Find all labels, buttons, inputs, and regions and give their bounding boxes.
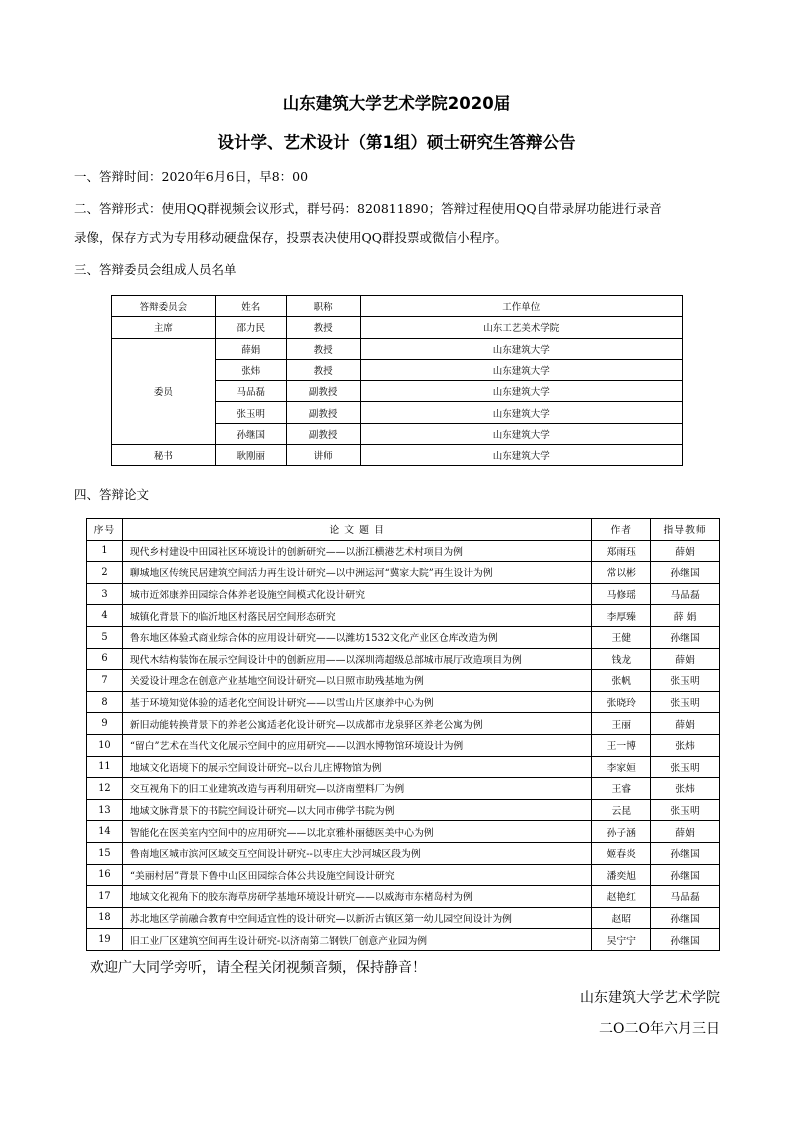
paper-author-cell: 常以彬	[592, 562, 651, 584]
paper-author-cell: 潘奕旭	[592, 864, 651, 886]
paper-author-cell: 王睿	[592, 778, 651, 800]
paper-topic-cell: 交互视角下的旧工业建筑改造与再利用研究—以济南塑料厂为例	[122, 778, 591, 800]
paper-topic-cell: 新旧动能转换背景下的养老公寓适老化设计研究—以成都市龙泉驿区养老公寓为例	[122, 713, 591, 735]
paper-topic-cell: 城市近郊康养田园综合体养老设施空间模式化设计研究	[122, 583, 591, 605]
paper-author-cell: 李家姮	[592, 756, 651, 778]
paper-no-cell: 19	[87, 929, 123, 951]
committee-name-cell: 耿刚丽	[215, 445, 286, 466]
committee-header-unit: 工作单位	[360, 296, 682, 317]
paper-row	[87, 626, 720, 648]
paper-topic-cell: 智能化在医美室内空间中的应用研究——以北京雅朴丽德医美中心为例	[122, 821, 591, 843]
paper-author-cell: 张帆	[592, 670, 651, 692]
paper-advisor-cell: 张炜	[651, 734, 720, 756]
paper-no-cell: 3	[87, 583, 123, 605]
signature-date: 二O二O年六月三日	[599, 1021, 720, 1037]
paper-advisor-cell: 薛 娟	[651, 605, 720, 627]
papers-heading: 四、答辩论文	[74, 487, 150, 502]
paper-no-cell: 14	[87, 821, 123, 843]
paper-advisor-cell: 薛娟	[651, 713, 720, 735]
committee-unit-cell: 山东建筑大学	[360, 381, 682, 402]
paper-row	[87, 842, 720, 864]
paper-author-cell: 赵艳红	[592, 886, 651, 908]
paper-topic-cell: 聊城地区传统民居建筑空间活力再生设计研究—以中洲运河“冀家大院”再生设计为例	[122, 562, 591, 584]
paper-topic-cell: 鲁东地区体验式商业综合体的应用设计研究——以潍坊1532文化产业区仓库改造为例	[122, 626, 591, 648]
papers-body	[87, 540, 720, 950]
paper-advisor-cell: 马品磊	[651, 886, 720, 908]
paper-row	[87, 540, 720, 562]
paper-author-cell: 王一博	[592, 734, 651, 756]
paper-topic-cell: “美丽村居”背景下鲁中山区田园综合体公共设施空间设计研究	[122, 864, 591, 886]
paper-topic-cell: 城镇化背景下的临沂地区村落民居空间形态研究	[122, 605, 591, 627]
committee-unit-cell: 山东建筑大学	[360, 338, 682, 359]
defense-form-line2: 录像，保存方式为专用移动硬盘保存，投票表决使用QQ群投票或微信小程序。	[74, 230, 507, 245]
committee-name-cell: 马品磊	[215, 381, 286, 402]
committee-role-cell: 主席	[112, 317, 216, 338]
committee-name-cell: 张炜	[215, 359, 286, 380]
committee-role-cell: 委员	[112, 338, 216, 444]
paper-no-cell: 1	[87, 540, 123, 562]
committee-name-cell: 薛娟	[215, 338, 286, 359]
committee-header-role: 答辩委员会	[112, 296, 216, 317]
paper-author-cell: 云昆	[592, 799, 651, 821]
committee-title-cell: 副教授	[286, 423, 360, 444]
paper-row	[87, 756, 720, 778]
paper-author-cell: 马修瑶	[592, 583, 651, 605]
paper-row	[87, 605, 720, 627]
paper-advisor-cell: 孙继国	[651, 929, 720, 951]
committee-row-chair	[112, 317, 683, 338]
welcome-notice: 欢迎广大同学旁听，请全程关闭视频音频，保持静音！	[90, 960, 426, 976]
papers-header-advisor: 指导教师	[651, 519, 720, 541]
defense-time: 一、答辩时间：2020年6月6日，早8：00	[74, 169, 309, 184]
paper-no-cell: 18	[87, 907, 123, 929]
paper-no-cell: 13	[87, 799, 123, 821]
paper-author-cell: 王丽	[592, 713, 651, 735]
committee-unit-cell: 山东工艺美术学院	[360, 317, 682, 338]
paper-author-cell: 赵昭	[592, 907, 651, 929]
paper-author-cell: 张晓玲	[592, 691, 651, 713]
paper-row	[87, 799, 720, 821]
committee-name-cell: 邵力民	[215, 317, 286, 338]
committee-row-member	[112, 338, 683, 359]
committee-header-row	[112, 296, 683, 317]
paper-topic-cell: 现代木结构装饰在展示空间设计中的创新应用——以深圳湾超级总部城市展厅改造项目为例	[122, 648, 591, 670]
paper-advisor-cell: 孙继国	[651, 907, 720, 929]
paper-advisor-cell: 张玉明	[651, 691, 720, 713]
paper-topic-cell: 现代乡村建设中田园社区环境设计的创新研究——以浙江横港艺术村项目为例	[122, 540, 591, 562]
paper-row	[87, 670, 720, 692]
paper-author-cell: 王健	[592, 626, 651, 648]
paper-no-cell: 11	[87, 756, 123, 778]
papers-table	[86, 518, 720, 951]
paper-author-cell: 李厚臻	[592, 605, 651, 627]
announcement-title-line1: 山东建筑大学艺术学院2020届	[282, 94, 511, 113]
paper-row	[87, 907, 720, 929]
paper-topic-cell: 苏北地区学前融合教育中空间适宜性的设计研究—以新沂古镇区第一幼儿园空间设计为例	[122, 907, 591, 929]
committee-name-cell: 孙继国	[215, 423, 286, 444]
papers-header-no: 序号	[87, 519, 123, 541]
committee-unit-cell: 山东建筑大学	[360, 445, 682, 466]
paper-advisor-cell: 薛娟	[651, 648, 720, 670]
paper-no-cell: 7	[87, 670, 123, 692]
paper-row	[87, 713, 720, 735]
paper-author-cell: 郑雨珏	[592, 540, 651, 562]
defense-form	[74, 197, 734, 249]
paper-author-cell: 吴宁宁	[592, 929, 651, 951]
papers-header-author: 作者	[592, 519, 651, 541]
signature-organization: 山东建筑大学艺术学院	[580, 990, 720, 1006]
paper-no-cell: 10	[87, 734, 123, 756]
paper-topic-cell: 鲁南地区城市滨河区域交互空间设计研究--以枣庄大沙河城区段为例	[122, 842, 591, 864]
papers-header-row	[87, 519, 720, 541]
paper-topic-cell: 基于环境知觉体验的适老化空间设计研究——以雪山片区康养中心为例	[122, 691, 591, 713]
paper-advisor-cell: 孙继国	[651, 562, 720, 584]
paper-author-cell: 姬春炎	[592, 842, 651, 864]
paper-topic-cell: 地域文化语境下的展示空间设计研究--以台儿庄博物馆为例	[122, 756, 591, 778]
paper-no-cell: 5	[87, 626, 123, 648]
paper-no-cell: 15	[87, 842, 123, 864]
paper-row	[87, 562, 720, 584]
paper-no-cell: 16	[87, 864, 123, 886]
paper-advisor-cell: 张玉明	[651, 799, 720, 821]
paper-author-cell: 孙子涵	[592, 821, 651, 843]
paper-advisor-cell: 孙继国	[651, 626, 720, 648]
paper-topic-cell: 旧工业厂区建筑空间再生设计研究-以济南第二钢铁厂创意产业园为例	[122, 929, 591, 951]
committee-title-cell: 教授	[286, 338, 360, 359]
paper-advisor-cell: 张玉明	[651, 756, 720, 778]
paper-no-cell: 4	[87, 605, 123, 627]
paper-advisor-cell: 孙继国	[651, 864, 720, 886]
paper-topic-cell: 关爱设计理念在创意产业基地空间设计研究—以日照市助残基地为例	[122, 670, 591, 692]
committee-heading: 三、答辩委员会组成人员名单	[74, 262, 237, 277]
paper-advisor-cell: 马品磊	[651, 583, 720, 605]
paper-row	[87, 886, 720, 908]
committee-header-title: 职称	[286, 296, 360, 317]
paper-advisor-cell: 薛娟	[651, 821, 720, 843]
committee-title-cell: 教授	[286, 317, 360, 338]
paper-advisor-cell: 张炜	[651, 778, 720, 800]
committee-unit-cell: 山东建筑大学	[360, 359, 682, 380]
paper-topic-cell: 地域文化视角下的胶东海草房研学基地环境设计研究——以威海市东楮岛村为例	[122, 886, 591, 908]
paper-row	[87, 734, 720, 756]
paper-topic-cell: 地域文脉背景下的书院空间设计研究—以大同市佛学书院为例	[122, 799, 591, 821]
committee-title-cell: 副教授	[286, 381, 360, 402]
announcement-title-line2: 设计学、艺术设计（第1组）硕士研究生答辩公告	[217, 133, 576, 152]
paper-row	[87, 778, 720, 800]
paper-no-cell: 17	[87, 886, 123, 908]
committee-title-cell: 副教授	[286, 402, 360, 423]
paper-row	[87, 864, 720, 886]
committee-header-name: 姓名	[215, 296, 286, 317]
paper-author-cell: 钱龙	[592, 648, 651, 670]
committee-role-cell: 秘书	[112, 445, 216, 466]
paper-no-cell: 12	[87, 778, 123, 800]
paper-no-cell: 8	[87, 691, 123, 713]
paper-row	[87, 691, 720, 713]
committee-name-cell: 张玉明	[215, 402, 286, 423]
defense-form-line1: 二、答辩形式：使用QQ群视频会议形式，群号码：820811890；答辩过程使用QQ自带录屏功能进行录音	[74, 201, 662, 216]
paper-topic-cell: “留白”艺术在当代文化展示空间中的应用研究——以泗水博物馆环境设计为例	[122, 734, 591, 756]
paper-row	[87, 821, 720, 843]
paper-no-cell: 9	[87, 713, 123, 735]
committee-row-secretary	[112, 445, 683, 466]
papers-header-topic: 论 文 题 目	[122, 519, 591, 541]
paper-row	[87, 929, 720, 951]
paper-no-cell: 2	[87, 562, 123, 584]
committee-title-cell: 教授	[286, 359, 360, 380]
committee-table	[111, 295, 683, 466]
committee-title-cell: 讲师	[286, 445, 360, 466]
paper-no-cell: 6	[87, 648, 123, 670]
paper-row	[87, 583, 720, 605]
committee-unit-cell: 山东建筑大学	[360, 423, 682, 444]
committee-unit-cell: 山东建筑大学	[360, 402, 682, 423]
paper-advisor-cell: 孙继国	[651, 842, 720, 864]
paper-advisor-cell: 薛娟	[651, 540, 720, 562]
paper-advisor-cell: 张玉明	[651, 670, 720, 692]
paper-row	[87, 648, 720, 670]
